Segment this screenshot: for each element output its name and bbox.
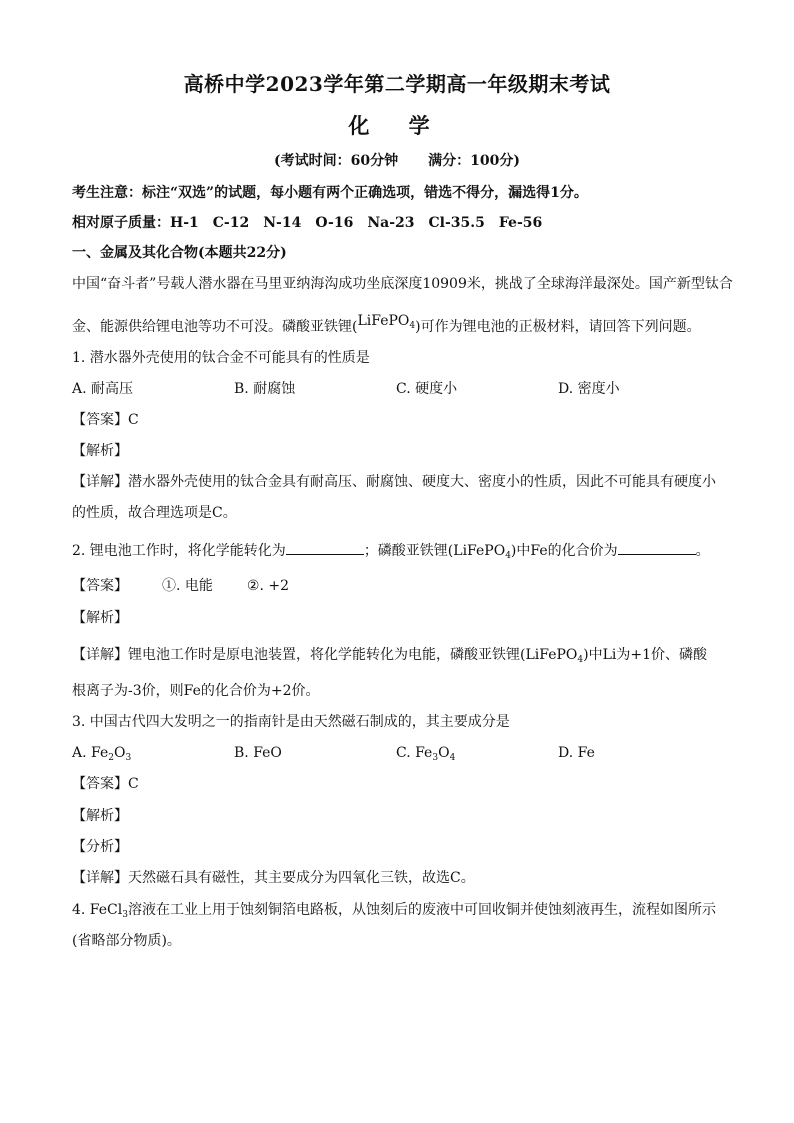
question-2-detail-2: 根离子为-3价，则Fe的化合价为+2价。 <box>72 683 320 699</box>
section-heading: 一、金属及其化合物(本题共22分) <box>72 245 287 261</box>
exam-score: 满分：100分) <box>428 153 520 169</box>
option-d: D. Fe <box>558 745 595 761</box>
atomic-mass-item: Na-23 <box>367 215 415 231</box>
exam-info <box>0 150 794 170</box>
subject-title: 化 学 <box>348 113 446 138</box>
question-3-analysis: 【解析】 <box>72 808 128 824</box>
exam-notice: 考生注意：标注“双选”的试题，每小题有两个正确选项，错选不得分，漏选得1分。 <box>72 185 588 201</box>
formula-lifepo4: LiFePO$_4$ <box>525 647 584 665</box>
atomic-mass-item: N-14 <box>263 215 302 231</box>
exam-title: 高桥中学2023学年第二学期高一年级期末考试 <box>183 72 611 96</box>
question-2-analysis: 【解析】 <box>72 610 128 626</box>
question-2-detail-1: 【详解】锂电池工作时是原电池装置，将化学能转化为电能，磷酸亚铁锂(LiFePO$_4$)中Li为+1价、磷酸 <box>72 647 707 665</box>
answer-value: C <box>128 412 139 428</box>
atomic-mass-item: Fe-56 <box>498 215 543 231</box>
question-1-detail-2: 的性质，故合理选项是C。 <box>72 505 237 521</box>
answer-value-1: ①. 电能 <box>162 578 213 594</box>
answer-blank-1[interactable] <box>286 540 364 555</box>
option-c: C. 硬度小 <box>396 381 458 397</box>
formula-lifepo4: LiFePO$_4$ <box>453 543 511 561</box>
atomic-masses <box>72 213 732 233</box>
option-b: B. FeO <box>234 745 282 761</box>
intro-line-2: 金、能源供给锂电池等功不可没。磷酸亚铁锂(LiFePO$_4$)可作为锂电池的正极材料，请回答下列问题。 <box>72 313 701 335</box>
question-3-detail: 【详解】天然磁石具有磁性，其主要成分为四氧化三铁，故选C。 <box>72 870 475 886</box>
atomic-mass-item: C-12 <box>212 215 250 231</box>
option-c: C. $Fe_3O_4$ <box>396 745 456 763</box>
atomic-mass-item: O-16 <box>315 215 354 231</box>
intro-line-1: 中国“奋斗者”号载人潜水器在马里亚纳海沟成功坐底深度10909米，挑战了全球海洋最深处。国产新型钛合 <box>72 276 733 292</box>
question-4-stem-2: (省略部分物质)。 <box>72 933 181 949</box>
atomic-masses-label: 相对原子质量： <box>72 215 170 231</box>
atomic-mass-item: H-1 <box>170 215 199 231</box>
answer-value-2: ②. +2 <box>246 578 289 594</box>
question-4-stem-1: 4. FeCl$_3$溶液在工业上用于蚀刻铜箔电路板，从蚀刻后的废液中可回收铜并使蚀刻液再生，流程如图所示 <box>72 902 716 920</box>
question-3-options <box>72 743 732 768</box>
question-2-answer <box>72 576 732 596</box>
option-d: D. 密度小 <box>558 381 620 397</box>
answer-label: 【答案】 <box>72 412 128 428</box>
question-1-detail-1: 【详解】潜水器外壳使用的钛合金具有耐高压、耐腐蚀、硬度大、密度小的性质，因此不可能具有硬度小 <box>72 474 716 490</box>
question-1-analysis: 【解析】 <box>72 443 128 459</box>
question-1-stem: 1. 潜水器外壳使用的钛合金不可能具有的性质是 <box>72 350 370 366</box>
question-2-stem: 2. 锂电池工作时，将化学能转化为 ；磷酸亚铁锂(LiFePO$_4$)中Fe的化合价为 。 <box>72 540 732 566</box>
answer-label: 【答案】 <box>72 776 128 792</box>
option-b: B. 耐腐蚀 <box>234 381 296 397</box>
question-3-stem: 3. 中国古代四大发明之一的指南针是由天然磁石制成的，其主要成分是 <box>72 714 510 730</box>
option-a: A. $Fe_2O_3$ <box>72 745 132 763</box>
answer-value: C <box>128 776 139 792</box>
question-1-options <box>72 379 732 399</box>
question-3-fenxi: 【分析】 <box>72 839 128 855</box>
atomic-mass-item: Cl-35.5 <box>428 215 485 231</box>
answer-blank-2[interactable] <box>618 540 696 555</box>
question-3-answer <box>72 774 732 794</box>
exam-time: (考试时间：60分钟 <box>274 153 399 169</box>
answer-label: 【答案】 <box>72 578 128 594</box>
formula-lifepo4: LiFePO$_4$ <box>357 313 416 331</box>
question-1-answer <box>72 410 732 430</box>
option-a: A. 耐高压 <box>72 381 134 397</box>
